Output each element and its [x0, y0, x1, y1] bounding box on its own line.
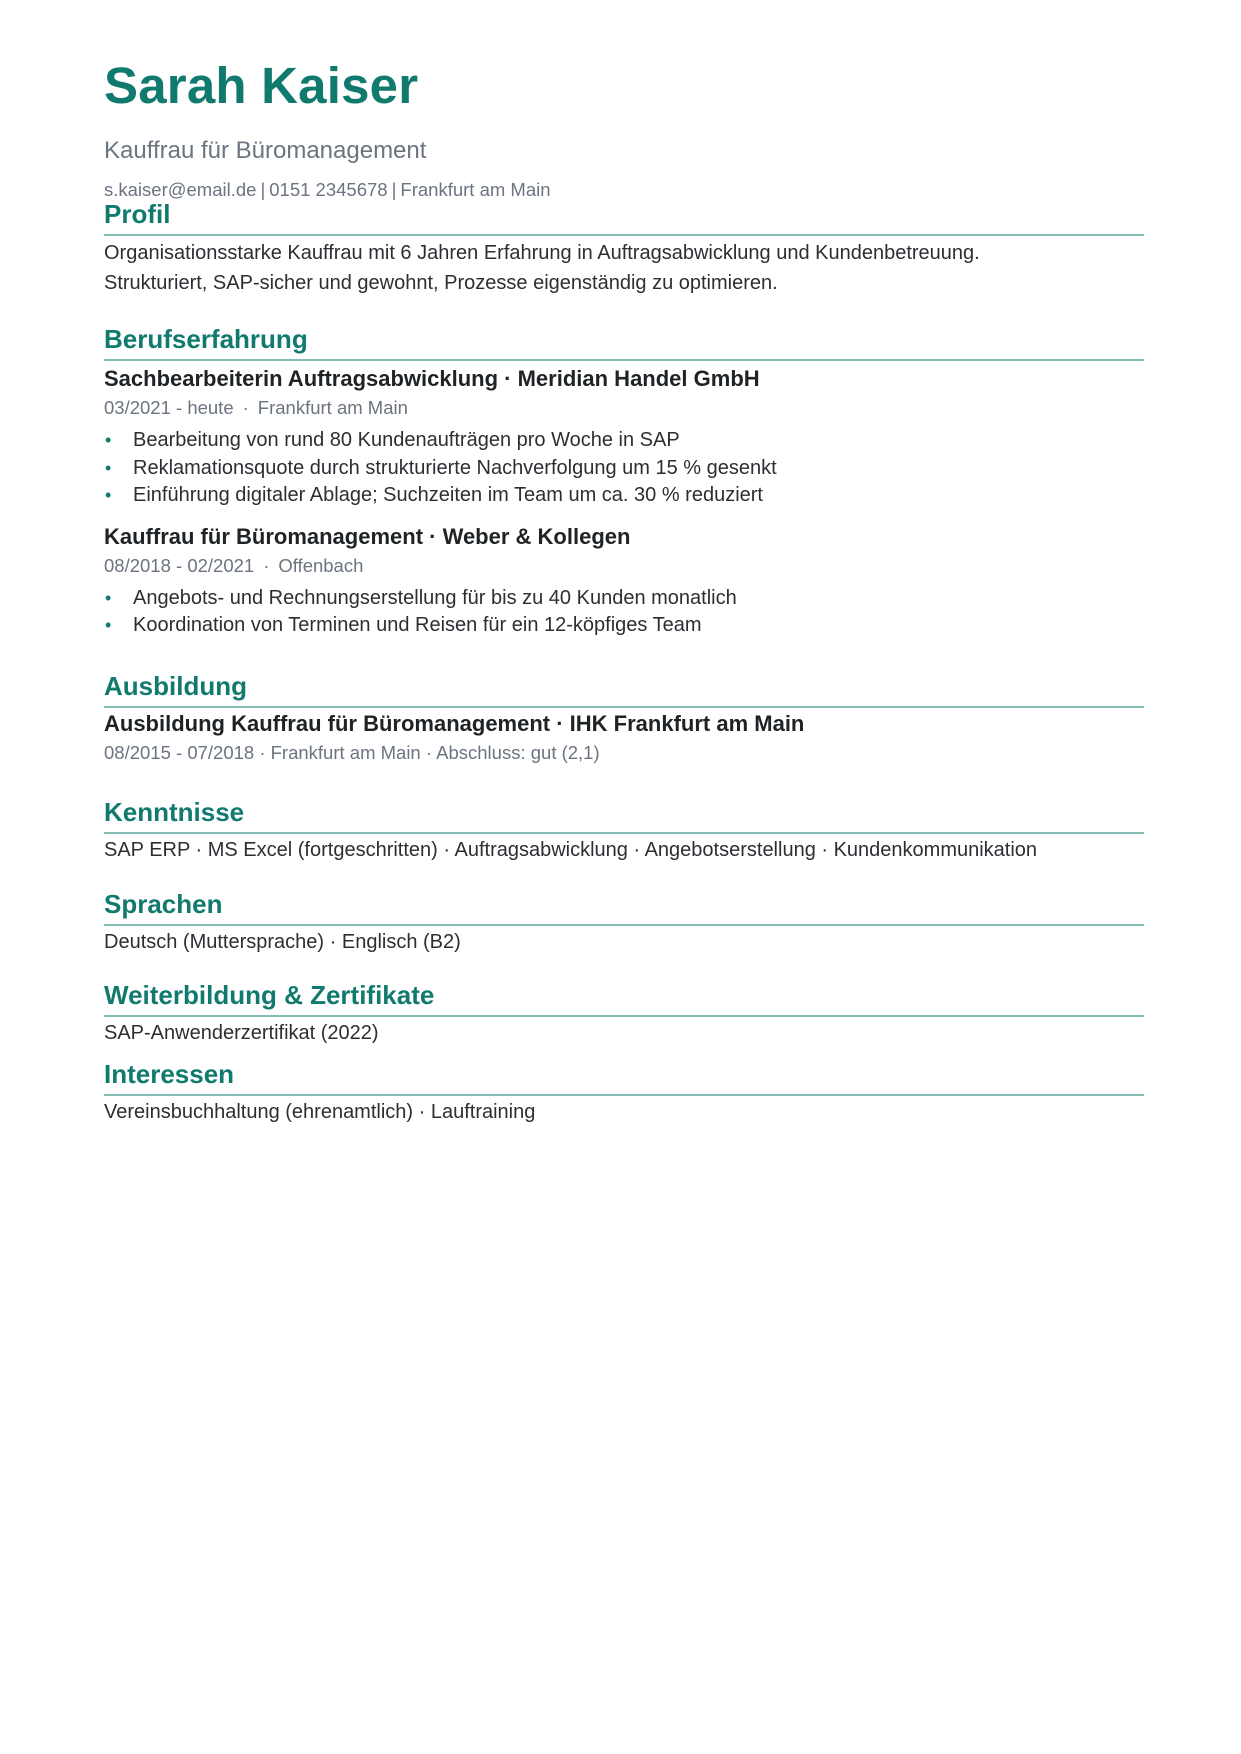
contact-separator: |: [391, 179, 397, 200]
job-location: Offenbach: [278, 554, 364, 576]
job-period: 08/2018 - 02/2021: [104, 554, 255, 576]
contact-separator: |: [260, 179, 266, 200]
bullet-text: Angebots- und Rechnungserstellung für bis zu 40 Kunden monatlich: [133, 586, 737, 609]
certificates-text: SAP-Anwenderzertifikat (2022): [104, 1022, 379, 1044]
education-degree: Ausbildung Kauffrau für Büromanagement · IHK Frankfurt am Main: [104, 711, 805, 736]
section-interests: [104, 1058, 1144, 1127]
list-item: [104, 455, 1144, 483]
languages-text: Deutsch (Muttersprache) · Englisch (B2): [104, 931, 461, 953]
profile-line: Organisationsstarke Kauffrau mit 6 Jahren Erfahrung in Auftragsabwicklung und Kundenbetreuung.: [104, 242, 980, 264]
bullet-dot-icon: •: [105, 615, 112, 635]
bullet-text: Reklamationsquote durch strukturierte Nachverfolgung um 15 % gesenkt: [133, 456, 777, 479]
job-title: Kauffrau für Büromanagement · Weber & Kollegen: [104, 523, 631, 549]
job-title: Sachbearbeiterin Auftragsabwicklung · Meridian Handel GmbH: [104, 366, 760, 391]
list-item: [104, 482, 1144, 510]
job-entry: [104, 365, 1144, 510]
job-meta: [104, 395, 1144, 421]
resume-page: [104, 56, 1144, 1123]
job-period: 03/2021 - heute: [104, 397, 234, 418]
contact-location: Frankfurt am Main: [400, 179, 551, 200]
contact-phone[interactable]: 0151 2345678: [269, 179, 388, 200]
bullet-dot-icon: •: [105, 485, 112, 505]
job-bullets: [104, 427, 1144, 510]
section-title-skills: Kenntnisse: [104, 796, 1144, 834]
interests-text: Vereinsbuchhaltung (ehrenamtlich) · Lauftraining: [104, 1101, 536, 1123]
job-bullets: [104, 585, 1144, 640]
section-skills: [104, 796, 1144, 865]
section-title-languages: Sprachen: [104, 888, 1144, 926]
bullet-text: Bearbeitung von rund 80 Kundenaufträgen pro Woche in SAP: [133, 429, 680, 451]
job-location: Frankfurt am Main: [257, 397, 408, 418]
job-entry: [104, 523, 1144, 640]
section-profile: [104, 198, 1144, 298]
section-experience: [104, 323, 1144, 640]
job-meta: [104, 553, 1144, 579]
candidate-name: Sarah Kaiser: [104, 57, 419, 114]
section-title-experience: Berufserfahrung: [104, 323, 1144, 361]
contact-email[interactable]: s.kaiser@email.de: [104, 179, 257, 200]
meta-separator: ·: [263, 554, 270, 576]
section-education: [104, 670, 1144, 766]
bullet-text: Einführung digitaler Ablage; Suchzeiten im Team um ca. 30 % reduziert: [133, 484, 763, 506]
section-title-certificates: Weiterbildung & Zertifikate: [104, 979, 1144, 1017]
list-item: [104, 585, 1144, 613]
section-title-profile: Profil: [104, 198, 1144, 236]
list-item: [104, 612, 1144, 640]
profile-text: [104, 238, 1144, 298]
bullet-dot-icon: •: [105, 587, 112, 608]
skills-text: SAP ERP · MS Excel (fortgeschritten) · Auftragsabwicklung · Angebotserstellung · Kundenkommunikation: [104, 839, 1038, 861]
education-meta: 08/2015 - 07/2018 · Frankfurt am Main · Abschluss: gut (2,1): [104, 742, 600, 763]
section-languages: [104, 888, 1144, 957]
job-subtitle: Kauffrau für Büromanagement: [104, 137, 427, 164]
section-title-education: Ausbildung: [104, 670, 1144, 708]
bullet-dot-icon: •: [105, 457, 112, 478]
section-title-interests: Interessen: [104, 1058, 1144, 1096]
section-certificates: [104, 979, 1144, 1048]
meta-separator: ·: [242, 397, 249, 418]
list-item: [104, 427, 1144, 455]
profile-line: Strukturiert, SAP-sicher und gewohnt, Prozesse eigenständig zu optimieren.: [104, 272, 778, 294]
bullet-text: Koordination von Terminen und Reisen für ein 12-köpfiges Team: [133, 614, 702, 636]
bullet-dot-icon: •: [105, 430, 112, 450]
